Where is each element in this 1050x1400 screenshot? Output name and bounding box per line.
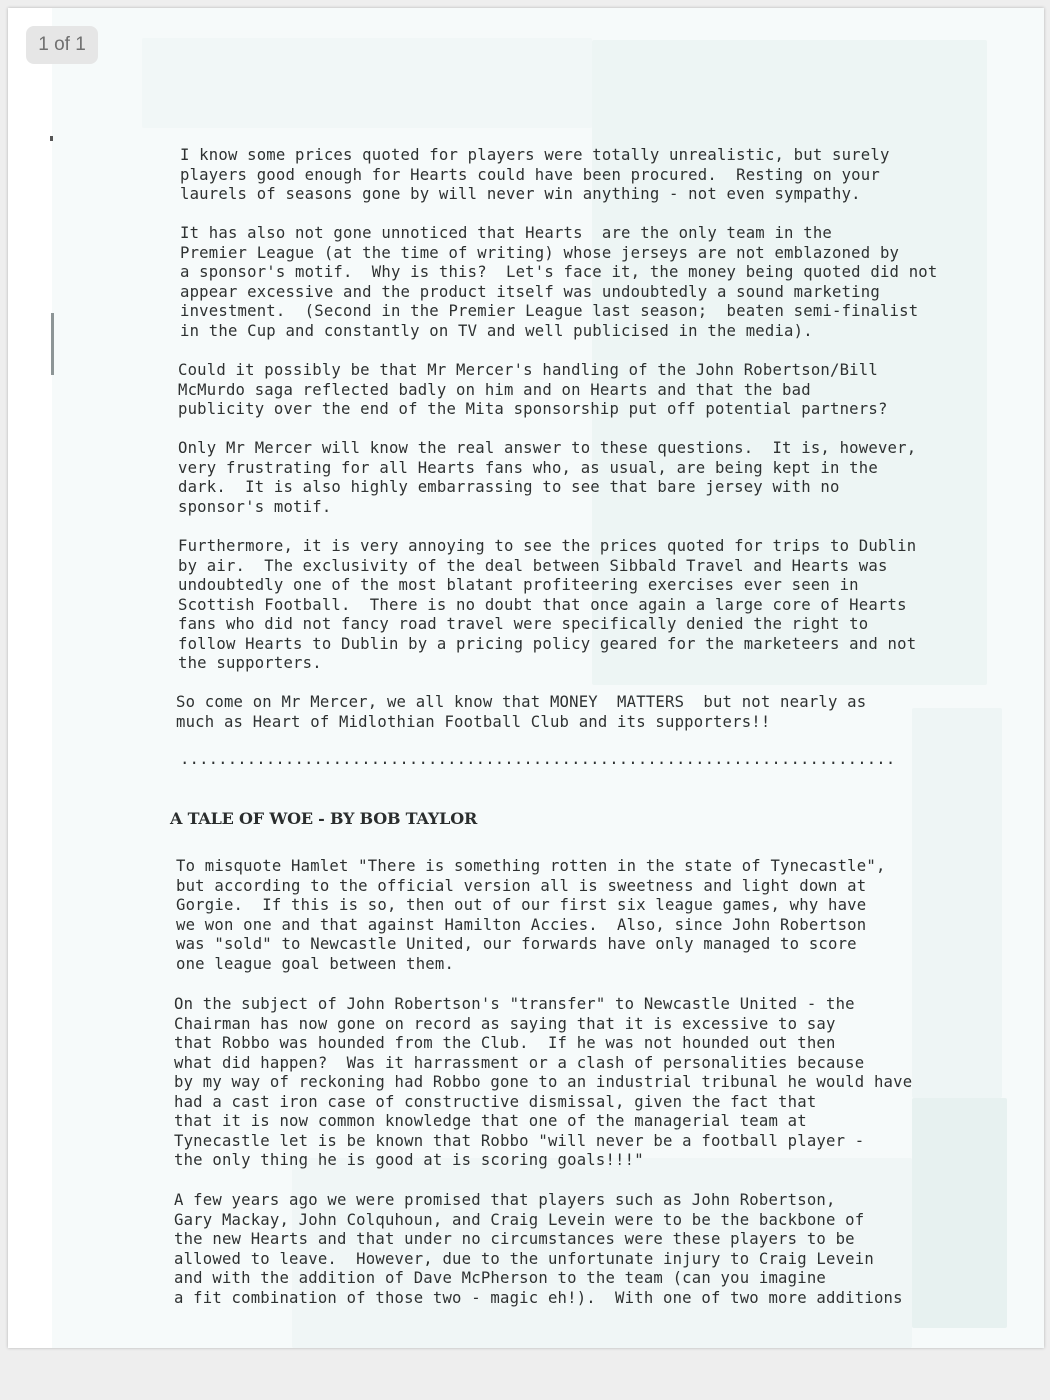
- document-page: [8, 8, 1044, 1348]
- dotted-divider: ...........................................................................: [180, 750, 896, 768]
- paragraph: A few years ago we were promised that players such as John Robertson, Gary Mackay, John Colquhoun, and Craig Levein were to be the backbone of the new Hearts and that under no circumstances were these players to be allowed to leave. However, due to the unfortunate injury to Craig Levein and with the addition of Dave McPherson to the team (can you imagine a fit combination of those two - magic eh!). With one of two more additions: [174, 1191, 903, 1307]
- page-edge-mark: [50, 136, 53, 141]
- paragraph: Could it possibly be that Mr Mercer's handling of the John Robertson/Bill McMurdo saga reflected badly on him and on Hearts and that the bad publicity over the end of the Mita sponsorship put off potential partners?: [178, 361, 888, 418]
- show-through-shading: [142, 38, 592, 128]
- show-through-shading: [912, 708, 1002, 1098]
- paragraph: Furthermore, it is very annoying to see the prices quoted for trips to Dublin by air. The exclusivity of the deal between Sibbald Travel and Hearts was undoubtedly one of the most blatant profiteering exercises ever seen in Scottish Football. There is no doubt that once again a large core of Hearts fans who did not fancy road travel were specifically denied the right to follow Hearts to Dublin by a pricing policy geared for the marketeers and not the supporters.: [178, 537, 917, 672]
- page-edge-mark: [51, 313, 54, 375]
- show-through-shading: [912, 1098, 1007, 1328]
- paragraph: Only Mr Mercer will know the real answer to these questions. It is, however, very frustrating for all Hearts fans who, as usual, are being kept in the dark. It is also highly embarrassing to see that bare jersey with no sponsor's motif.: [178, 439, 917, 516]
- page-indicator: 1 of 1: [26, 26, 98, 64]
- article-heading: A TALE OF WOE - BY BOB TAYLOR: [170, 809, 478, 828]
- paragraph: It has also not gone unnoticed that Hearts are the only team in the Premier League (at the time of writing) whose jerseys are not emblazoned by a sponsor's motif. Why is this? Let's face it, the money being quoted did not appear excessive and the product itself was undoubtedly a sound marketing investment. (Second in the Premier League last season; beaten semi-finalist in the Cup and constantly on TV and well publicised in the media).: [180, 224, 938, 340]
- paragraph: So come on Mr Mercer, we all know that MONEY MATTERS but not nearly as much as Heart of Midlothian Football Club and its supporters!!: [176, 693, 867, 731]
- paragraph: To misquote Hamlet "There is something rotten in the state of Tynecastle", but according to the official version all is sweetness and light down at Gorgie. If this is so, then out of our first six league games, why have we won one and that against Hamilton Accies. Also, since John Robertson was "sold" to Newcastle United, our forwards have only managed to score one league goal between them.: [176, 857, 886, 973]
- paragraph: I know some prices quoted for players were totally unrealistic, but surely players good enough for Hearts could have been procured. Resting on your laurels of seasons gone by will never win anything - not even sympathy.: [180, 146, 890, 203]
- paragraph: On the subject of John Robertson's "transfer" to Newcastle United - the Chairman has now gone on record as saying that it is excessive to say that Robbo was hounded from the Club. If he was not hounded out then what did happen? Was it harrassment or a clash of personalities because by my way of reckoning had Robbo gone to an industrial tribunal he would have had a cast iron case of constructive dismissal, given the fact that that it is now common knowledge that one of the managerial team at Tynecastle let is be known that Robbo "will never be a football player - the only thing he is good at is scoring goals!!!": [174, 995, 913, 1169]
